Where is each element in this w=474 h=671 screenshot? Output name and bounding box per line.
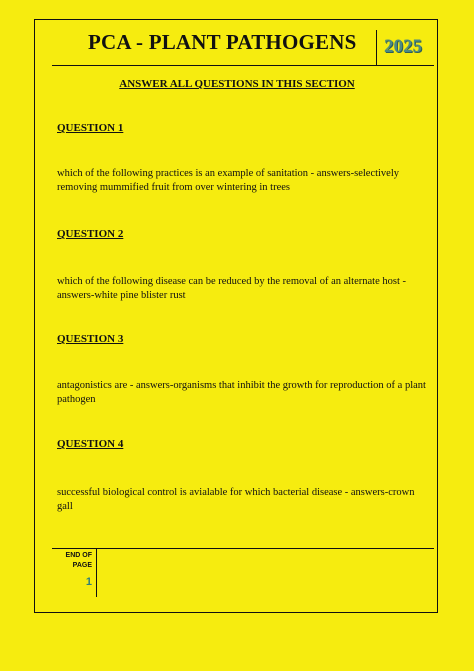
question-1-text: which of the following practices is an example of sanitation - answers-selectively removing mummified fruit from over wintering in trees [57, 168, 400, 193]
question-4-heading: QUESTION 4 [57, 438, 124, 450]
end-of-page-line1: END OF [65, 552, 92, 559]
question-3-text: antagonistics are - answers-organisms that inhibit the growth for reproduction of a plant pathogen [57, 380, 426, 405]
question-1-heading: QUESTION 1 [57, 122, 124, 134]
page-border [34, 19, 438, 613]
section-instruction: ANSWER ALL QUESTIONS IN THIS SECTION [119, 78, 355, 90]
document-title: PCA - PLANT PATHOGENS [88, 30, 357, 54]
question-2-heading: QUESTION 2 [57, 228, 124, 240]
question-2-text: which of the following disease can be reduced by the removal of an alternate host - answers-white pine blister rust [57, 276, 406, 301]
question-3-heading: QUESTION 3 [57, 333, 124, 345]
title-rule [52, 65, 434, 66]
year-label: 2025 [384, 36, 422, 57]
end-of-page-label [52, 551, 92, 571]
title-separator [376, 30, 377, 66]
footer-rule [52, 548, 434, 549]
footer-separator [96, 548, 97, 597]
end-of-page-line2: PAGE [72, 562, 92, 569]
page-number: 1 [85, 576, 92, 588]
question-4-text: successful biological control is avialable for which bacterial disease - answers-crown gall [57, 487, 415, 512]
